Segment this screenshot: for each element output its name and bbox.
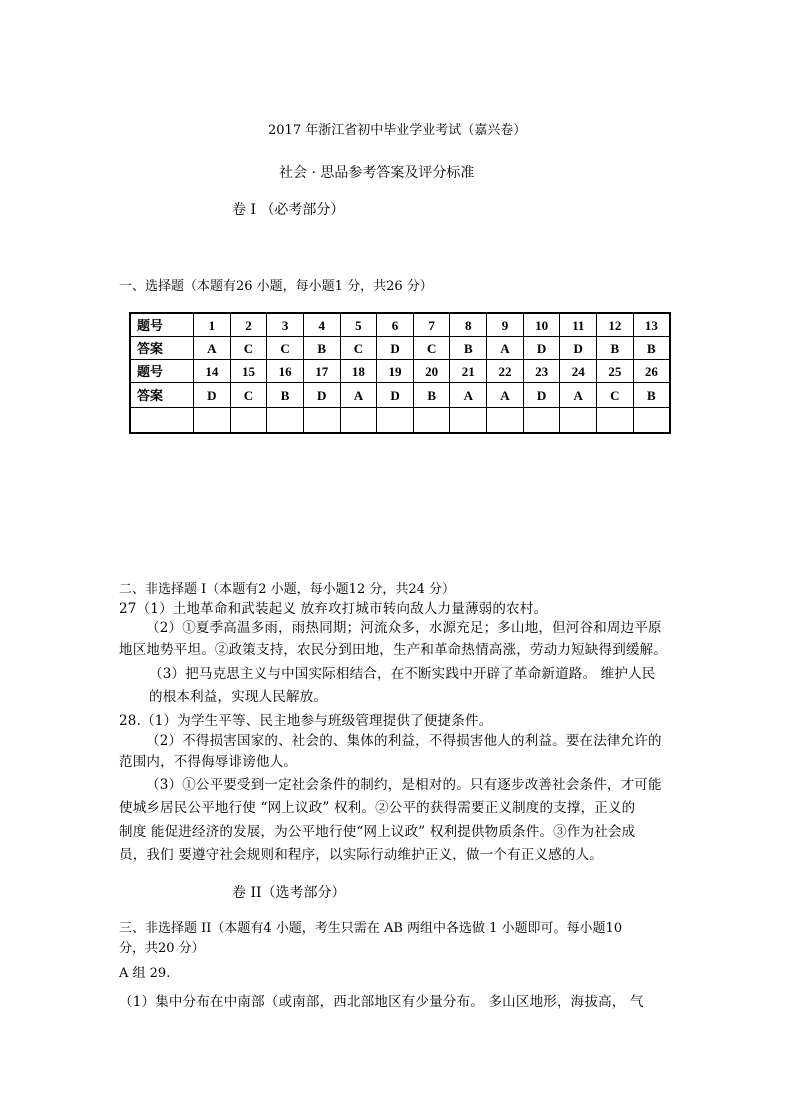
table-cell: C — [340, 337, 377, 360]
table-cell: 9 — [487, 313, 524, 337]
table-cell: 3 — [267, 313, 304, 337]
table-cell — [267, 408, 304, 434]
table-cell: C — [597, 383, 634, 408]
table-cell — [230, 408, 267, 434]
table-cell: 23 — [523, 360, 560, 383]
table-cell — [450, 408, 487, 434]
row-label: 答案 — [130, 383, 194, 408]
document-subtitle: 社会 · 思品参考答案及评分标准 — [279, 165, 475, 181]
answer-line: （2）①夏季高温多雨，雨热同期；河流众多，水源充足；多山地，但河谷和周边平原 — [146, 620, 662, 636]
table-cell: B — [303, 337, 340, 360]
table-cell: 6 — [377, 313, 414, 337]
answer-line: 范围内，不得侮辱诽谤他人。 — [119, 754, 298, 770]
table-cell: D — [560, 337, 597, 360]
answer-line: （2）不得损害国家的、社会的、集体的利益，不得损害他人的利益。要在法律允许的 — [146, 733, 662, 749]
table-cell: 19 — [377, 360, 414, 383]
section-two-heading: 二、非选择题 I（本题有2 小题，每小题12 分，共24 分） — [119, 582, 456, 597]
table-cell: 5 — [340, 313, 377, 337]
table-cell — [523, 408, 560, 434]
table-cell: D — [377, 337, 414, 360]
row-label: 答案 — [130, 337, 194, 360]
table-cell — [303, 408, 340, 434]
table-cell: 12 — [597, 313, 634, 337]
table-cell: 16 — [267, 360, 304, 383]
table-cell — [377, 408, 414, 434]
table-cell: A — [487, 383, 524, 408]
table-cell: A — [194, 337, 231, 360]
group-label: A 组 29. — [119, 966, 171, 981]
table-row — [130, 360, 670, 383]
table-cell: 25 — [597, 360, 634, 383]
table-cell: D — [377, 383, 414, 408]
answer-table — [129, 312, 671, 434]
answer-line: （3）①公平要受到一定社会条件的制约，是相对的。只有逐步改善社会条件，才可能 — [146, 777, 662, 793]
table-row — [130, 337, 670, 360]
answer-line: 27（1）土地革命和武装起义 放弃攻打城市转向敌人力量薄弱的农村。 — [119, 601, 548, 617]
part-two-heading: 卷 II（选考部分） — [232, 885, 346, 901]
answer-line: 地区地势平坦。②政策支持，农民分到田地，生产和革命热情高涨，劳动力短缺得到缓解。 — [119, 642, 667, 658]
table-cell: 22 — [487, 360, 524, 383]
table-cell: C — [230, 337, 267, 360]
table-cell: B — [633, 383, 670, 408]
table-cell — [413, 408, 450, 434]
table-cell: A — [340, 383, 377, 408]
part-one-heading: 卷 I （必考部分） — [232, 202, 345, 218]
table-cell — [633, 408, 670, 434]
answer-line: （3）把马克思主义与中国实际相结合，在不断实践中开辟了革命新道路。 维护人民 — [149, 666, 656, 682]
table-cell: D — [523, 337, 560, 360]
table-cell: 10 — [523, 313, 560, 337]
table-cell: B — [413, 383, 450, 408]
table-cell — [487, 408, 524, 434]
answer-line: 的根本利益，实现人民解放。 — [149, 689, 328, 705]
table-row — [130, 383, 670, 408]
table-cell — [560, 408, 597, 434]
table-cell: 18 — [340, 360, 377, 383]
table-cell: 26 — [633, 360, 670, 383]
table-cell — [340, 408, 377, 434]
table-cell — [597, 408, 634, 434]
table-cell: 17 — [303, 360, 340, 383]
table-cell: 21 — [450, 360, 487, 383]
table-cell: 7 — [413, 313, 450, 337]
table-cell: B — [633, 337, 670, 360]
table-cell: A — [560, 383, 597, 408]
answer-line: 员，我们 要遵守社会规则和程序，以实际行动维护正义，做一个有正义感的人。 — [119, 847, 603, 863]
answer-line: 使城乡居民公平地行使 “网上议政” 权利。②公平的获得需要正义制度的支撑，正义的 — [119, 800, 636, 816]
table-cell: D — [194, 383, 231, 408]
table-cell: 11 — [560, 313, 597, 337]
table-cell: 24 — [560, 360, 597, 383]
section-three-heading-cont: 分，共20 分） — [119, 941, 205, 956]
table-cell: B — [450, 337, 487, 360]
row-label: 题号 — [130, 313, 194, 337]
table-cell: 15 — [230, 360, 267, 383]
table-cell: 14 — [194, 360, 231, 383]
row-label — [130, 408, 194, 434]
table-cell: 2 — [230, 313, 267, 337]
answer-line: 制度 能促进经济的发展，为公平地行使“网上议政” 权利提供物质条件。③作为社会成 — [119, 824, 636, 840]
table-cell: 13 — [633, 313, 670, 337]
document-title: 2017 年浙江省初中毕业学业考试（嘉兴卷） — [268, 123, 527, 138]
section-three-heading: 三、非选择题 II（本题有4 小题，考生只需在 AB 两组中各选做 1 小题即可。每小题10 — [119, 921, 623, 936]
table-cell: 8 — [450, 313, 487, 337]
table-cell: 20 — [413, 360, 450, 383]
table-row — [130, 313, 670, 337]
row-label: 题号 — [130, 360, 194, 383]
table-cell: A — [487, 337, 524, 360]
answer-line: （1）集中分布在中南部（或南部，西北部地区有少量分布。 多山区地形，海拔高， 气 — [119, 994, 644, 1010]
table-cell: D — [303, 383, 340, 408]
table-cell: 1 — [194, 313, 231, 337]
table-cell: A — [450, 383, 487, 408]
table-cell: C — [267, 337, 304, 360]
table-cell — [194, 408, 231, 434]
table-cell: B — [597, 337, 634, 360]
answer-line: 28.（1）为学生平等、民主地参与班级管理提供了便捷条件。 — [119, 713, 493, 729]
table-cell: 4 — [303, 313, 340, 337]
table-cell: D — [523, 383, 560, 408]
section-one-heading: 一、选择题（本题有26 小题，每小题1 分，共26 分） — [119, 279, 433, 294]
table-cell: B — [267, 383, 304, 408]
table-cell: C — [230, 383, 267, 408]
table-row — [130, 408, 670, 434]
table-cell: C — [413, 337, 450, 360]
